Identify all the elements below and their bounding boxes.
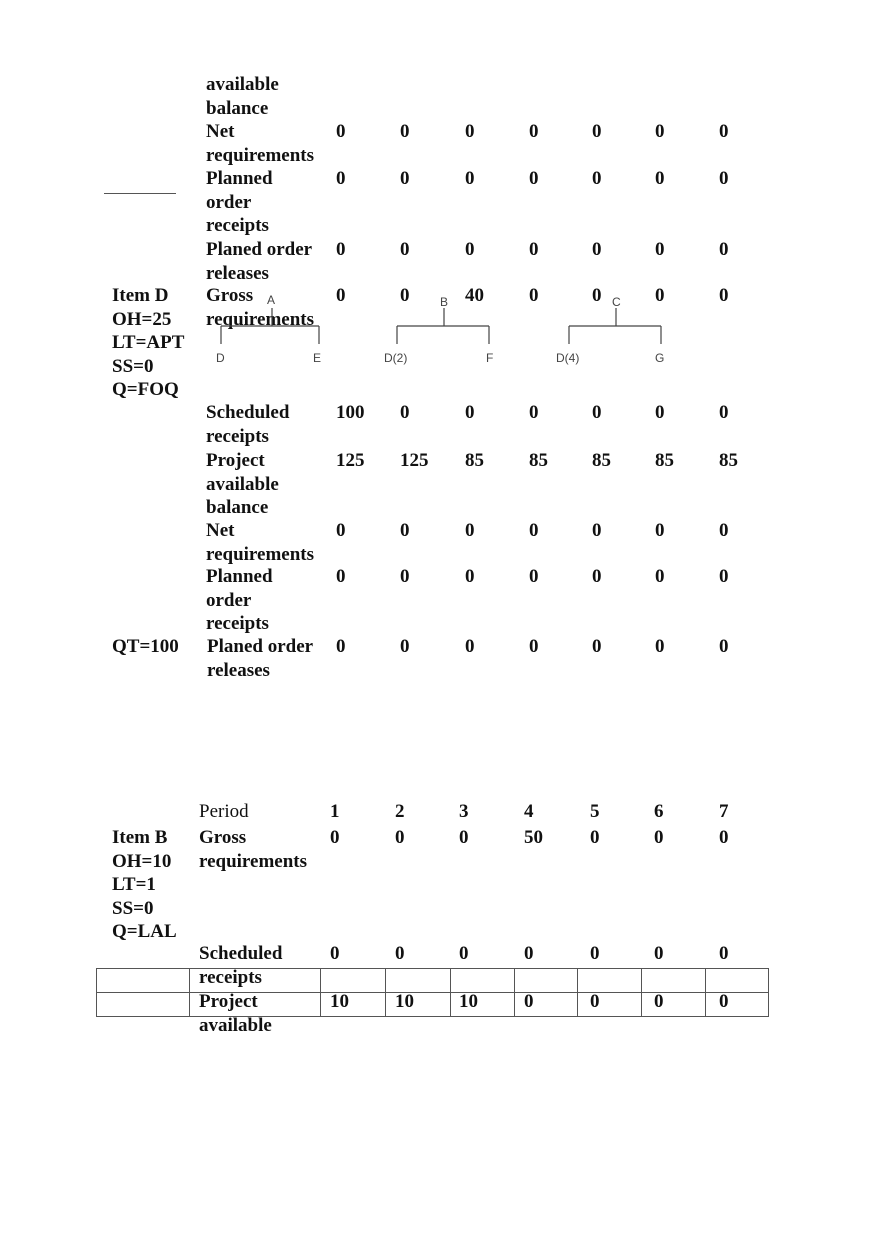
table-cell: 0 bbox=[592, 636, 602, 657]
table-cell: 0 bbox=[524, 943, 534, 964]
table-cell: 0 bbox=[590, 827, 600, 848]
table-cell: 0 bbox=[719, 121, 729, 142]
row-label-gross-requirements bbox=[199, 826, 307, 873]
period-header: 7 bbox=[719, 801, 729, 822]
period-header: 2 bbox=[395, 801, 405, 822]
label-line: receipts bbox=[206, 215, 269, 236]
table-cell: 0 bbox=[465, 239, 475, 260]
table-col-divider bbox=[514, 968, 515, 1017]
node-b: B bbox=[440, 295, 449, 309]
table-cell: 0 bbox=[336, 566, 346, 587]
period-header: 3 bbox=[459, 801, 469, 822]
table-cell: 0 bbox=[719, 566, 729, 587]
table-cell: 0 bbox=[524, 991, 534, 1012]
table-cell: 0 bbox=[529, 636, 539, 657]
node-f: F bbox=[486, 351, 494, 365]
table-cell: 100 bbox=[336, 402, 365, 423]
table-cell: 0 bbox=[400, 168, 410, 189]
table-cell: 0 bbox=[529, 285, 539, 306]
table-cell: 0 bbox=[459, 943, 469, 964]
table-cell: 0 bbox=[592, 121, 602, 142]
table-cell: 0 bbox=[655, 402, 665, 423]
label-line: Project bbox=[199, 991, 258, 1012]
row-label-planned-order-receipts bbox=[206, 565, 273, 636]
label-line: requirements bbox=[206, 308, 315, 330]
table-cell: 0 bbox=[654, 991, 664, 1012]
table-cell: 0 bbox=[400, 402, 410, 423]
param-line: OH=25 bbox=[112, 308, 172, 330]
label-line: receipts bbox=[199, 966, 262, 988]
table-cell: 0 bbox=[592, 402, 602, 423]
table-cell: 85 bbox=[655, 450, 674, 471]
table-col-divider bbox=[641, 968, 642, 1017]
node-d: D bbox=[216, 351, 225, 365]
table-cell: 0 bbox=[590, 943, 600, 964]
table-cell: 40 bbox=[465, 285, 484, 306]
table-cell: 0 bbox=[655, 520, 665, 541]
param-line: LT=1 bbox=[112, 874, 156, 895]
label-line: releases bbox=[206, 262, 269, 284]
table-cell: 0 bbox=[400, 566, 410, 587]
table-cell: 85 bbox=[592, 450, 611, 471]
table-cell: 0 bbox=[592, 520, 602, 541]
table-cell: 0 bbox=[655, 636, 665, 657]
label-line: requirements bbox=[206, 144, 315, 166]
row-label-net-requirements bbox=[206, 519, 314, 566]
label-line: Net bbox=[206, 520, 235, 541]
table-cell: 0 bbox=[719, 991, 729, 1012]
table-cell: 0 bbox=[529, 168, 539, 189]
table-cell: 50 bbox=[524, 827, 543, 848]
param-line: LT=APT bbox=[112, 332, 185, 353]
row-label-project-available-balance bbox=[206, 449, 279, 520]
row-label-scheduled-receipts bbox=[199, 942, 282, 989]
table-cell: 0 bbox=[592, 566, 602, 587]
table-cell: 85 bbox=[719, 450, 738, 471]
table-col-divider bbox=[705, 968, 706, 1017]
param-line: Item B bbox=[112, 827, 168, 848]
table-cell: 0 bbox=[465, 636, 475, 657]
table-cell: 85 bbox=[465, 450, 484, 471]
label-line: Planned bbox=[206, 168, 273, 189]
item-b-params bbox=[112, 826, 177, 944]
label-line: available bbox=[206, 74, 279, 95]
table-cell: 0 bbox=[719, 636, 729, 657]
label-line: requirements bbox=[206, 543, 315, 565]
table-cell: 0 bbox=[655, 566, 665, 587]
label-line: order bbox=[206, 191, 252, 213]
table-col-divider bbox=[385, 968, 386, 1017]
period-header: 5 bbox=[590, 801, 600, 822]
table-cell: 0 bbox=[590, 991, 600, 1012]
table-col-divider bbox=[189, 968, 190, 1017]
table-cell: 10 bbox=[395, 991, 414, 1012]
table-cell: 0 bbox=[719, 827, 729, 848]
table-cell: 0 bbox=[400, 520, 410, 541]
table-cell: 85 bbox=[529, 450, 548, 471]
table-cell: 0 bbox=[654, 827, 664, 848]
table-cell: 0 bbox=[719, 239, 729, 260]
node-g: G bbox=[655, 351, 665, 365]
table-cell: 0 bbox=[655, 285, 665, 306]
table-cell: 0 bbox=[330, 943, 340, 964]
label-line: available bbox=[199, 1014, 272, 1036]
label-line: order bbox=[206, 589, 252, 611]
period-header-label: Period bbox=[199, 801, 249, 822]
table-cell: 0 bbox=[465, 168, 475, 189]
node-e: E bbox=[313, 351, 322, 365]
table-cell: 0 bbox=[336, 285, 346, 306]
table-cell: 0 bbox=[719, 168, 729, 189]
table-cell: 0 bbox=[395, 827, 405, 848]
table-col-divider bbox=[450, 968, 451, 1017]
period-header: 1 bbox=[330, 801, 340, 822]
label-line: Gross bbox=[199, 827, 247, 848]
label-line: balance bbox=[206, 97, 269, 119]
label-line: Planed order bbox=[206, 239, 313, 260]
table-cell: 0 bbox=[395, 943, 405, 964]
label-line: Gross bbox=[206, 285, 254, 306]
table-cell: 0 bbox=[592, 285, 602, 306]
table-cell: 0 bbox=[592, 168, 602, 189]
label-line: releases bbox=[207, 659, 270, 681]
label-line: Project bbox=[206, 450, 265, 471]
table-cell: 0 bbox=[465, 121, 475, 142]
label-line: receipts bbox=[206, 425, 269, 447]
node-c: C bbox=[612, 295, 621, 309]
label-line: balance bbox=[206, 497, 269, 518]
row-label-planed-order-releases bbox=[207, 635, 313, 682]
label-line: Planed order bbox=[207, 636, 314, 657]
table-cell: 0 bbox=[719, 520, 729, 541]
node-d4: D(4) bbox=[556, 351, 580, 365]
label-line: requirements bbox=[199, 850, 308, 872]
table-cell: 0 bbox=[400, 239, 410, 260]
table-cell: 0 bbox=[336, 168, 346, 189]
table-cell: 125 bbox=[400, 450, 429, 471]
table-cell: 0 bbox=[336, 239, 346, 260]
table-cell: 0 bbox=[654, 943, 664, 964]
label-line: Scheduled bbox=[206, 402, 290, 423]
period-header: 6 bbox=[654, 801, 664, 822]
table-cell: 0 bbox=[529, 239, 539, 260]
table-cell: 0 bbox=[529, 121, 539, 142]
node-a: A bbox=[267, 293, 276, 307]
item-d-qt: QT=100 bbox=[112, 636, 179, 657]
table-cell: 0 bbox=[336, 520, 346, 541]
table-cell: 0 bbox=[592, 239, 602, 260]
row-label-project-available bbox=[199, 990, 272, 1037]
param-line: OH=10 bbox=[112, 850, 172, 872]
table-cell: 0 bbox=[459, 827, 469, 848]
table-cell: 0 bbox=[719, 943, 729, 964]
table-cell: 0 bbox=[719, 285, 729, 306]
table-col-divider bbox=[577, 968, 578, 1017]
table-col-divider bbox=[320, 968, 321, 1017]
table-cell: 0 bbox=[655, 168, 665, 189]
table-cell: 0 bbox=[336, 636, 346, 657]
label-line: Net bbox=[206, 121, 235, 142]
table-cell: 125 bbox=[336, 450, 365, 471]
param-line: Item D bbox=[112, 285, 169, 306]
label-line: receipts bbox=[206, 613, 269, 634]
table-cell: 0 bbox=[529, 402, 539, 423]
param-line: Q=FOQ bbox=[112, 379, 179, 400]
table-cell: 0 bbox=[529, 566, 539, 587]
param-line: SS=0 bbox=[112, 897, 154, 919]
label-line: available bbox=[206, 473, 279, 495]
table-cell: 0 bbox=[529, 520, 539, 541]
table-cell: 0 bbox=[400, 121, 410, 142]
table-cell: 0 bbox=[400, 285, 410, 306]
table-cell: 0 bbox=[465, 402, 475, 423]
param-line: Q=LAL bbox=[112, 921, 177, 942]
period-header: 4 bbox=[524, 801, 534, 822]
param-line: SS=0 bbox=[112, 355, 154, 377]
table-cell: 0 bbox=[655, 121, 665, 142]
table-cell: 0 bbox=[465, 520, 475, 541]
table-cell: 10 bbox=[459, 991, 478, 1012]
table-cell: 0 bbox=[330, 827, 340, 848]
row-label-scheduled-receipts bbox=[206, 401, 289, 448]
node-d2: D(2) bbox=[384, 351, 408, 365]
table-cell: 0 bbox=[336, 121, 346, 142]
table-cell: 0 bbox=[655, 239, 665, 260]
table-cell: 0 bbox=[719, 402, 729, 423]
label-line: Planned bbox=[206, 566, 273, 587]
table-cell: 10 bbox=[330, 991, 349, 1012]
table-cell: 0 bbox=[400, 636, 410, 657]
label-line: Scheduled bbox=[199, 943, 283, 964]
table-cell: 0 bbox=[465, 566, 475, 587]
table-row-divider bbox=[96, 992, 769, 993]
